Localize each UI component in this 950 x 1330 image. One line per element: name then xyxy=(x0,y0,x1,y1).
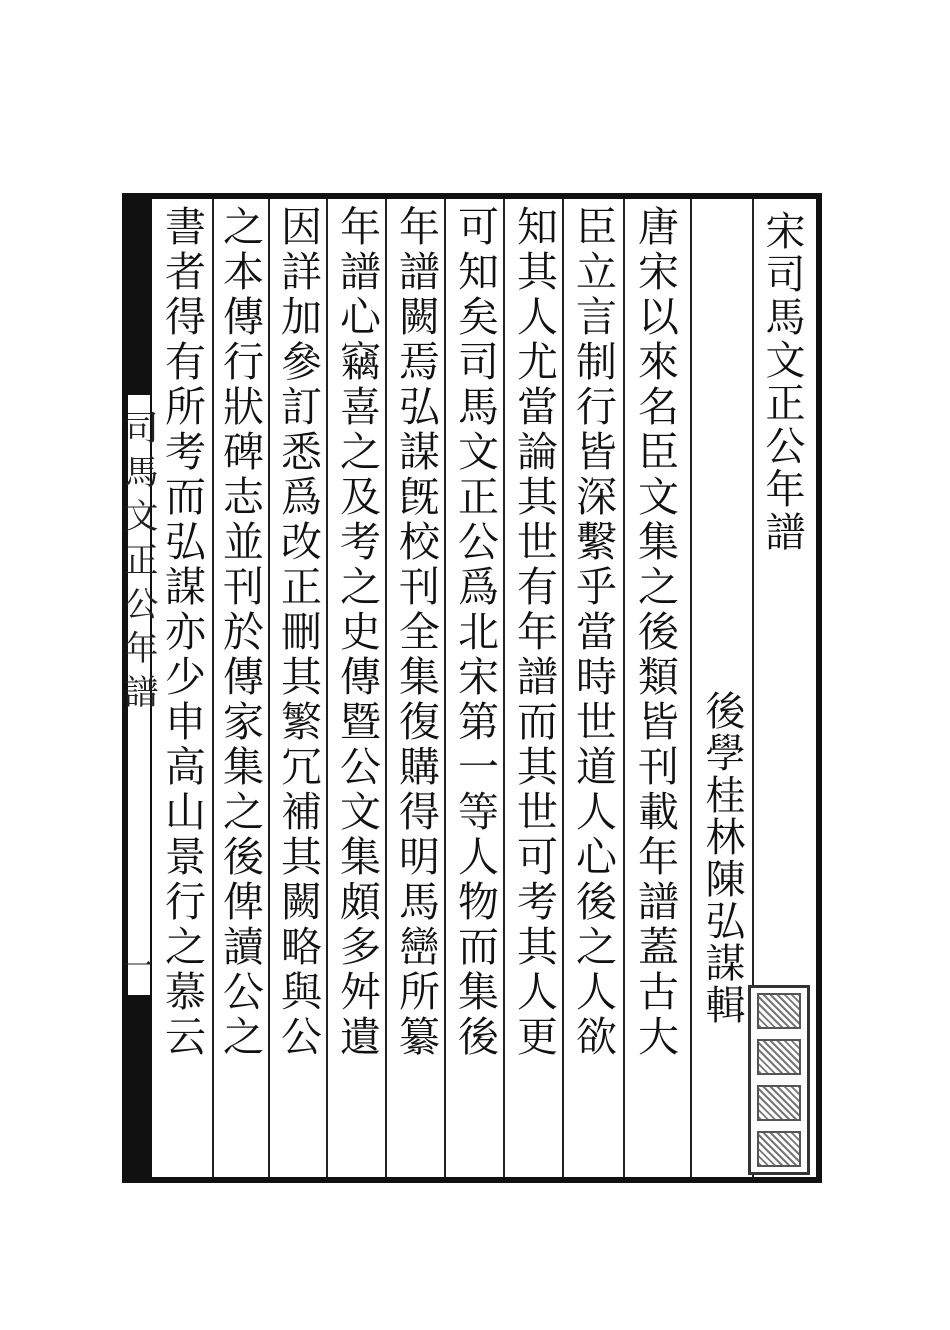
column-rule xyxy=(562,199,564,1177)
text-column: 可知矣司馬文正公爲北宋第一等人物而集後 xyxy=(451,205,499,1060)
column-rule xyxy=(268,199,270,1177)
seal-glyph xyxy=(757,993,801,1029)
text-column: 年譜心竊喜之及考之史傳暨公文集頗多舛遺 xyxy=(333,205,381,1060)
text-column: 書者得有所考而弘謀亦少申高山景行之慕云 xyxy=(158,205,206,1060)
text-column: 因詳加參訂悉爲改正刪其繁冗補其闕略與公 xyxy=(274,205,322,1060)
column-rule xyxy=(444,199,446,1177)
text-column: 唐宋以來名臣文集之後類皆刊載年譜蓋古大 xyxy=(631,205,679,1060)
text-column: 年譜闕焉弘謀旣校刊全集復購得明馬巒所纂 xyxy=(392,205,440,1060)
document-title: 宋司馬文正公年譜 xyxy=(759,210,805,554)
column-rule xyxy=(212,199,214,1177)
column-rule xyxy=(326,199,328,1177)
seal-glyph xyxy=(757,1085,801,1121)
column-rule xyxy=(690,199,692,1177)
column-rule xyxy=(503,199,505,1177)
text-column: 臣立言制行皆深繫乎當時世道人心後之人欲 xyxy=(569,205,617,1060)
seal-glyph xyxy=(757,1131,801,1167)
author-line: 後學桂林陳弘謀輯 xyxy=(699,690,745,1026)
column-rule xyxy=(385,199,387,1177)
spine-page-number: 一 xyxy=(117,950,152,980)
text-column: 之本傳行狀碑志並刊於傳家集之後俾讀公之 xyxy=(216,205,264,1060)
collector-seal xyxy=(748,985,810,1175)
text-column: 知其人尤當論其世有年譜而其世可考其人更 xyxy=(510,205,558,1060)
column-rule xyxy=(623,199,625,1177)
spine-title: 司馬文正公年譜 xyxy=(118,410,158,718)
seal-glyph xyxy=(757,1039,801,1075)
